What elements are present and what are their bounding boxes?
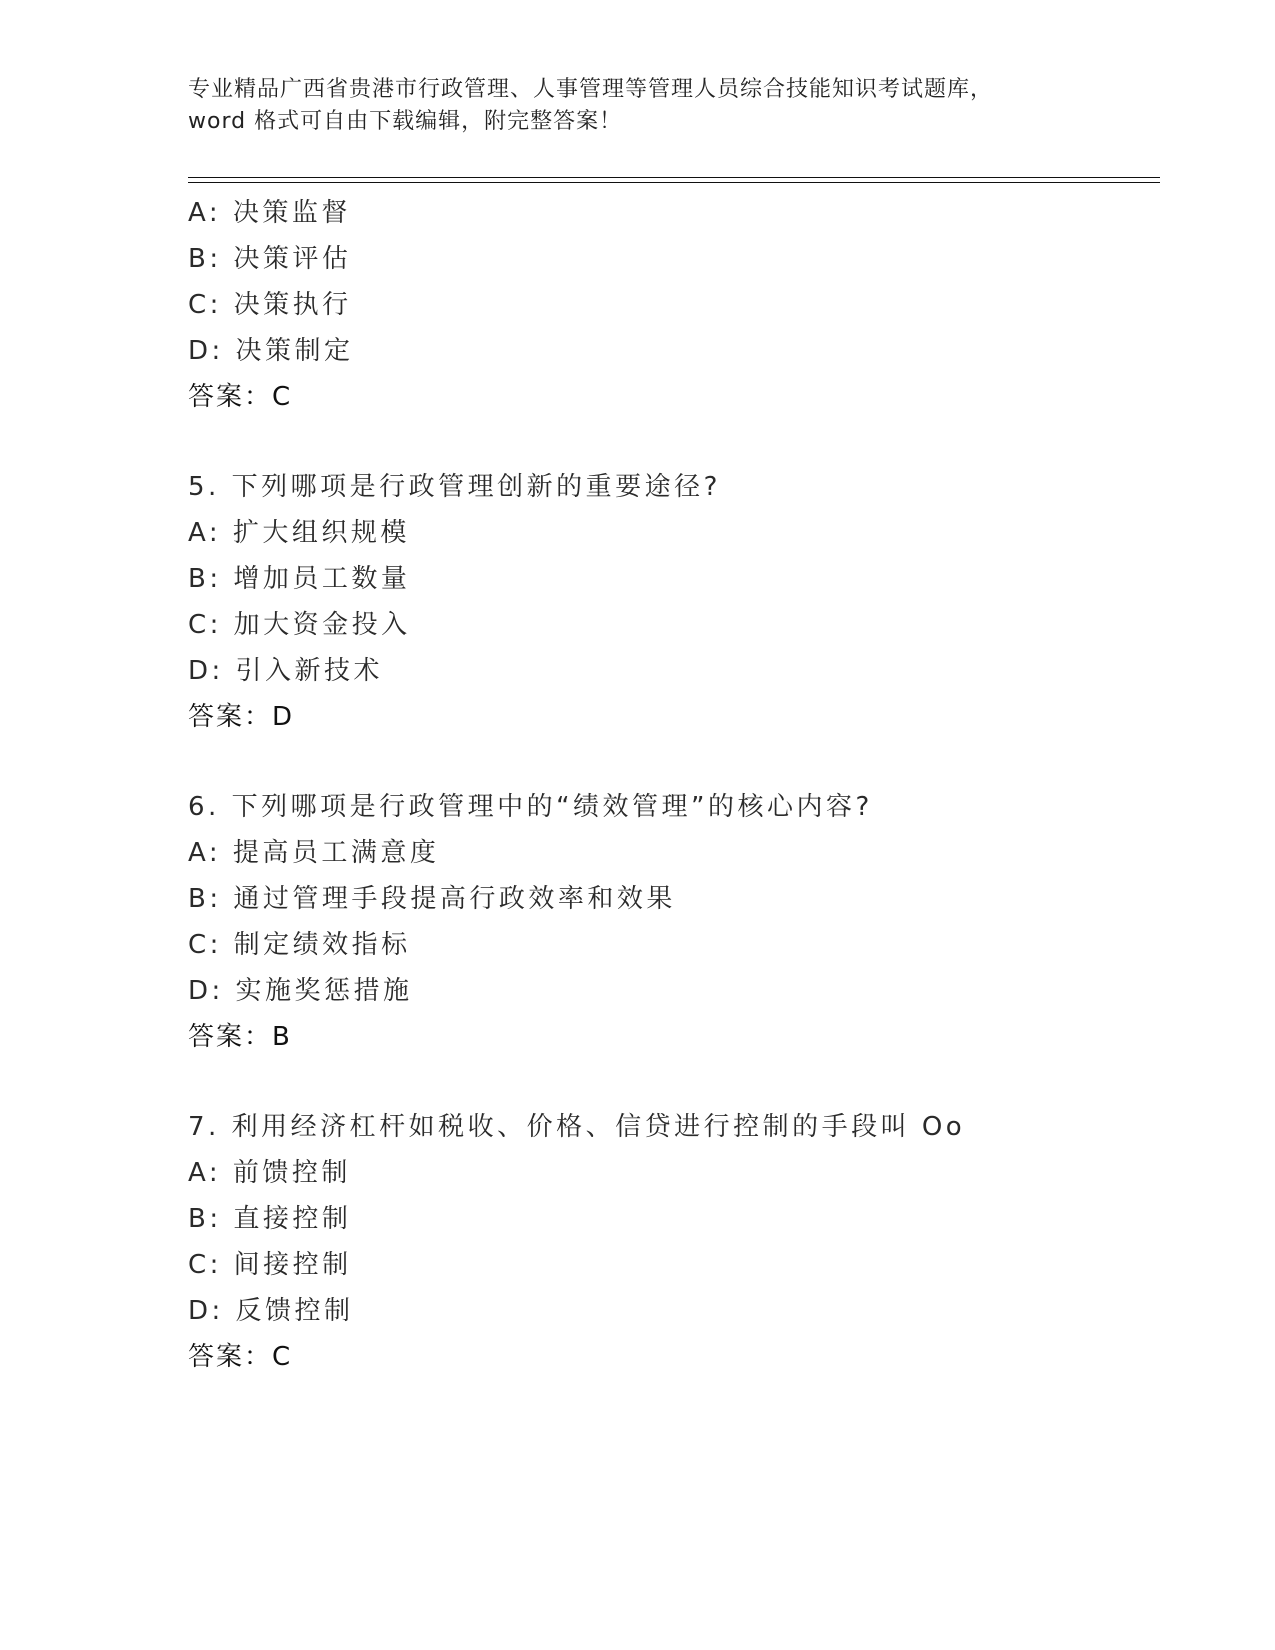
- option-c: C: 间接控制: [188, 1250, 352, 1280]
- answer-line: 答案：D: [188, 702, 295, 732]
- option-c: C: 决策执行: [188, 290, 352, 320]
- option-d: D: 实施奖惩措施: [188, 976, 413, 1006]
- answer-line: 答案：C: [188, 1342, 293, 1372]
- question-stem: 6. 下列哪项是行政管理中的“绩效管理”的核心内容?: [188, 792, 873, 822]
- document-header: [188, 74, 1088, 138]
- question-stem: 5. 下列哪项是行政管理创新的重要途径?: [188, 472, 721, 502]
- option-d: D: 决策制定: [188, 336, 354, 366]
- header-line-1: 专业精品广西省贵港市行政管理、人事管理等管理人员综合技能知识考试题库，: [188, 77, 994, 102]
- option-b: B: 通过管理手段提高行政效率和效果: [188, 884, 676, 914]
- option-c: C: 制定绩效指标: [188, 930, 411, 960]
- question-stem: 7. 利用经济杠杆如税收、价格、信贷进行控制的手段叫 Oo: [188, 1112, 966, 1142]
- answer-line: 答案：C: [188, 382, 293, 412]
- option-a: A: 提高员工满意度: [188, 838, 440, 868]
- question-block: [188, 1104, 1188, 1380]
- option-c: C: 加大资金投入: [188, 610, 411, 640]
- option-b: B: 直接控制: [188, 1204, 352, 1234]
- option-b: B: 增加员工数量: [188, 564, 411, 594]
- answer-line: 答案：B: [188, 1022, 292, 1052]
- block-spacer: [188, 1060, 1188, 1104]
- option-b: B: 决策评估: [188, 244, 352, 274]
- header-divider-top: [188, 177, 1160, 178]
- question-block: [188, 190, 1188, 420]
- header-line-2: word 格式可自由下载编辑，附完整答案！: [188, 109, 623, 134]
- option-a: A: 前馈控制: [188, 1158, 351, 1188]
- block-spacer: [188, 420, 1188, 464]
- option-d: D: 反馈控制: [188, 1296, 354, 1326]
- header-divider-bottom: [188, 182, 1160, 183]
- question-block: [188, 784, 1188, 1060]
- question-list: [188, 190, 1188, 1380]
- option-a: A: 扩大组织规模: [188, 518, 410, 548]
- block-spacer: [188, 740, 1188, 784]
- question-block: [188, 464, 1188, 740]
- option-d: D: 引入新技术: [188, 656, 384, 686]
- option-a: A: 决策监督: [188, 198, 351, 228]
